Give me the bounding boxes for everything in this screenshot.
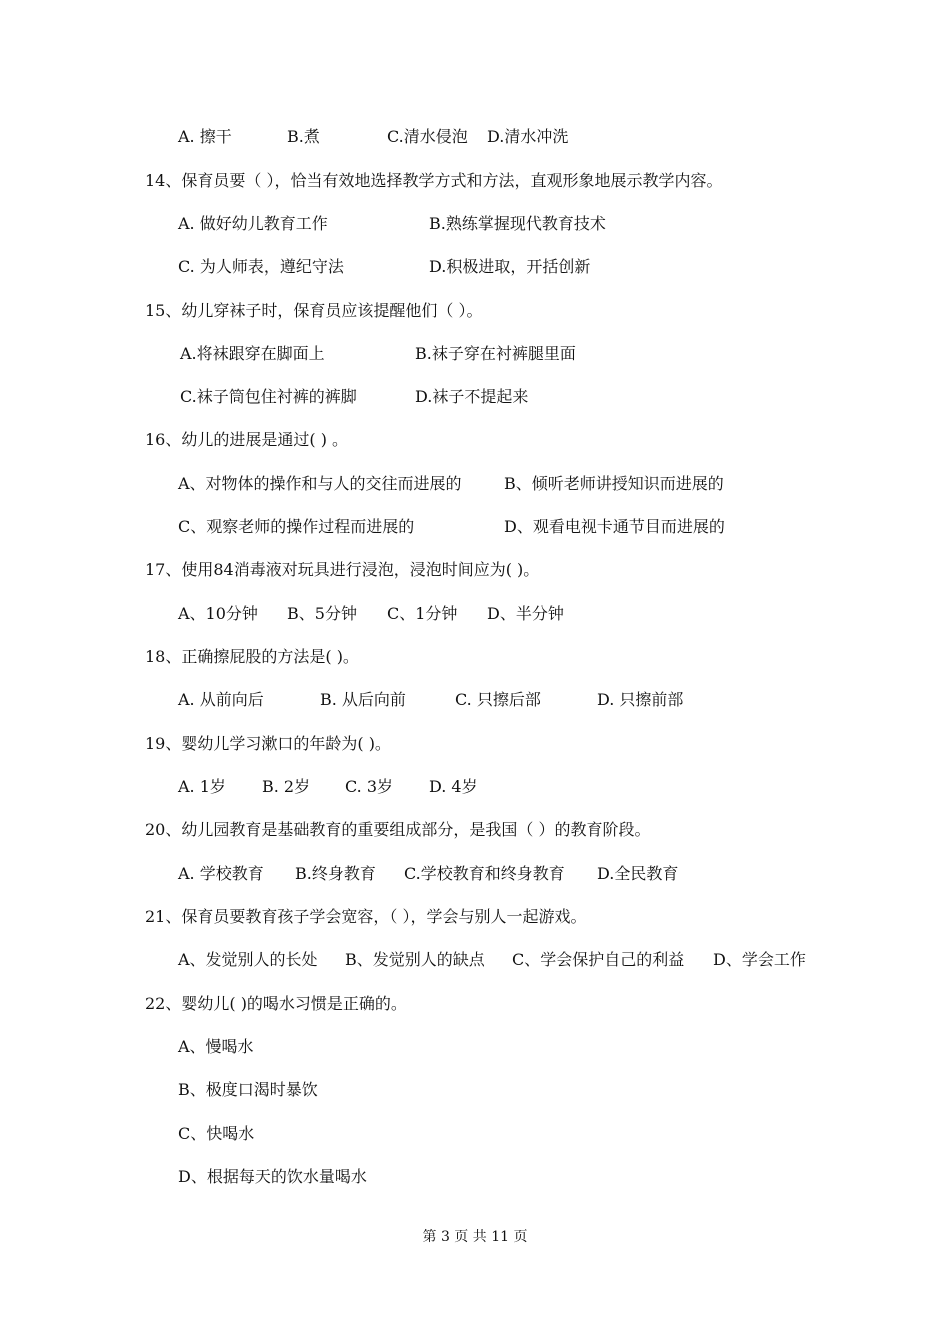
q21-option-a: A、发觉别人的长处: [178, 950, 318, 969]
q15-option-b: B.袜子穿在衬裤腿里面: [415, 344, 576, 363]
q20-option-d: D.全民教育: [597, 864, 679, 883]
q16-option-a: A、对物体的操作和与人的交往而进展的: [178, 474, 462, 493]
q22-text: 22、婴幼儿( )的喝水习惯是正确的。: [145, 994, 407, 1013]
q19-option-a: A. 1岁: [178, 777, 226, 796]
q16-text: 16、幼儿的进展是通过( ) 。: [145, 430, 349, 449]
q17-option-d: D、半分钟: [487, 604, 564, 623]
q22-option-d: D、根据每天的饮水量喝水: [178, 1167, 367, 1186]
q13-option-d: D.清水冲洗: [487, 127, 569, 146]
q19-option-c: C. 3岁: [345, 777, 394, 796]
q18-text: 18、正确擦屁股的方法是( )。: [145, 647, 359, 666]
q19-option-b: B. 2岁: [262, 777, 311, 796]
q16-option-d: D、观看电视卡通节目而进展的: [504, 517, 725, 536]
q18-option-c: C. 只擦后部: [455, 690, 541, 709]
q13-option-b: B.煮: [287, 127, 320, 146]
q20-option-b: B.终身教育: [295, 864, 376, 883]
q14-option-d: D.积极进取，开括创新: [429, 257, 591, 276]
q14-option-b: B.熟练掌握现代教育技术: [429, 214, 606, 233]
q18-option-a: A. 从前向后: [178, 690, 264, 709]
q15-option-d: D.袜子不提起来: [415, 387, 529, 406]
q20-option-a: A. 学校教育: [178, 864, 264, 883]
q18-option-d: D. 只擦前部: [597, 690, 684, 709]
q13-option-a: A. 擦干: [178, 127, 232, 146]
page-footer: 第 3 页 共 11 页: [422, 1229, 528, 1245]
q15-option-a: A.将袜跟穿在脚面上: [180, 344, 325, 363]
q22-option-a: A、慢喝水: [178, 1037, 254, 1056]
q14-text: 14、保育员要（ ），恰当有效地选择教学方式和方法，直观形象地展示教学内容。: [145, 171, 723, 190]
q19-text: 19、婴幼儿学习漱口的年龄为( )。: [145, 734, 391, 753]
q18-option-b: B. 从后向前: [320, 690, 406, 709]
q14-option-c: C. 为人师表，遵纪守法: [178, 257, 344, 276]
q14-option-a: A. 做好幼儿教育工作: [178, 214, 328, 233]
q20-option-c: C.学校教育和终身教育: [404, 864, 565, 883]
q17-option-b: B、5分钟: [287, 604, 357, 623]
q15-option-c: C.袜子筒包住衬裤的裤脚: [180, 387, 357, 406]
q21-text: 21、保育员要教育孩子学会宽容，（ ），学会与别人一起游戏。: [145, 907, 587, 926]
q13-option-c: C.清水侵泡: [387, 127, 468, 146]
q21-option-d: D、学会工作: [713, 950, 806, 969]
q16-option-b: B、倾听老师讲授知识而进展的: [504, 474, 724, 493]
q20-text: 20、幼儿园教育是基础教育的重要组成部分，是我国（ ）的教育阶段。: [145, 820, 651, 839]
q15-text: 15、幼儿穿袜子时，保育员应该提醒他们（ ）。: [145, 301, 483, 320]
q16-option-c: C、观察老师的操作过程而进展的: [178, 517, 415, 536]
q17-text: 17、使用84消毒液对玩具进行浸泡，浸泡时间应为( )。: [145, 560, 540, 579]
q19-option-d: D. 4岁: [429, 777, 478, 796]
q22-option-b: B、极度口渴时暴饮: [178, 1080, 318, 1099]
q17-option-c: C、1分钟: [387, 604, 458, 623]
q17-option-a: A、10分钟: [178, 604, 258, 623]
q21-option-c: C、学会保护自己的利益: [512, 950, 685, 969]
q21-option-b: B、发觉别人的缺点: [345, 950, 485, 969]
q22-option-c: C、快喝水: [178, 1124, 255, 1143]
